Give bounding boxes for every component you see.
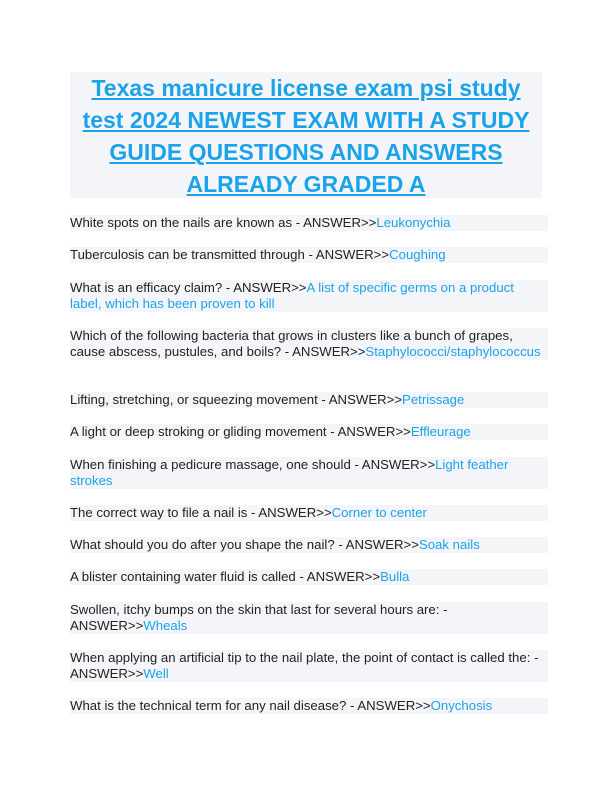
answer-separator: - ANSWER>> bbox=[334, 537, 419, 552]
question-text: White spots on the nails are known as bbox=[70, 215, 293, 230]
answer-separator: - ANSWER>> bbox=[350, 457, 436, 472]
answer-text: Light feather strokes bbox=[70, 457, 509, 488]
answer-separator: - ANSWER>> bbox=[292, 215, 377, 230]
qa-item bbox=[70, 280, 548, 312]
qa-item bbox=[70, 505, 548, 521]
qa-item bbox=[70, 457, 548, 489]
qa-item bbox=[70, 247, 548, 263]
qa-item bbox=[70, 650, 548, 682]
qa-item bbox=[70, 537, 548, 553]
answer-text: Petrissage bbox=[402, 392, 465, 407]
answer-separator: - ANSWER>> bbox=[346, 698, 431, 713]
question-text: Lifting, stretching, or squeezing movement bbox=[70, 392, 318, 407]
question-text: When finishing a pedicure massage, one should bbox=[70, 457, 351, 472]
answer-separator: - ANSWER>> bbox=[281, 344, 366, 359]
answer-text: Coughing bbox=[389, 247, 446, 262]
qa-item bbox=[70, 569, 548, 585]
document-title[interactable]: Texas manicure license exam psi study test 2024 NEWEST EXAM WITH A STUDY GUIDE QUESTIONS AND ANSWERS ALREADY GRADED A bbox=[82, 75, 530, 197]
question-text: Swollen, itchy bumps on the skin that last for several hours are: bbox=[70, 602, 440, 617]
qa-item bbox=[70, 328, 548, 360]
answer-text: Corner to center bbox=[331, 505, 427, 520]
question-text: When applying an artificial tip to the nail plate, the point of contact is called the: bbox=[70, 650, 531, 665]
answer-separator: - ANSWER>> bbox=[326, 424, 411, 439]
answer-text: Leukonychia bbox=[376, 215, 451, 230]
answer-text: Effleurage bbox=[410, 424, 471, 439]
question-text: What should you do after you shape the nail? bbox=[70, 537, 335, 552]
qa-item bbox=[70, 698, 548, 714]
answer-text: Soak nails bbox=[418, 537, 480, 552]
question-text: A light or deep stroking or gliding movement bbox=[70, 424, 327, 439]
answer-separator: - ANSWER>> bbox=[317, 392, 403, 407]
answer-text: Bulla bbox=[380, 569, 410, 584]
answer-separator: - ANSWER>> bbox=[247, 505, 332, 520]
title-box bbox=[70, 72, 542, 198]
answer-text: Onychosis bbox=[430, 698, 493, 713]
answer-text: Well bbox=[143, 666, 169, 681]
answer-separator: - ANSWER>> bbox=[304, 247, 390, 262]
qa-item bbox=[70, 602, 548, 634]
question-text: Tuberculosis can be transmitted through bbox=[70, 247, 305, 262]
answer-text: Wheals bbox=[143, 618, 188, 633]
question-text: What is the technical term for any nail disease? bbox=[70, 698, 347, 713]
qa-item bbox=[70, 215, 548, 231]
question-text: What is an efficacy claim? bbox=[70, 280, 223, 295]
qa-item bbox=[70, 424, 548, 440]
answer-separator: - ANSWER>> bbox=[295, 569, 381, 584]
question-text: Which of the following bacteria that grows in clusters like a bunch of grapes, cause abscess, pustules, and boils? bbox=[70, 328, 513, 359]
answer-separator: - ANSWER>> bbox=[70, 602, 448, 633]
qa-item bbox=[70, 392, 548, 408]
question-text: A blister containing water fluid is called bbox=[70, 569, 296, 584]
answer-text: A list of specific germs on a product label, which has been proven to kill bbox=[70, 280, 514, 311]
answer-text: Staphylococci/staphylococcus bbox=[365, 344, 541, 359]
answer-separator: - ANSWER>> bbox=[222, 280, 307, 295]
question-text: The correct way to file a nail is bbox=[70, 505, 248, 520]
answer-separator: - ANSWER>> bbox=[70, 650, 539, 681]
